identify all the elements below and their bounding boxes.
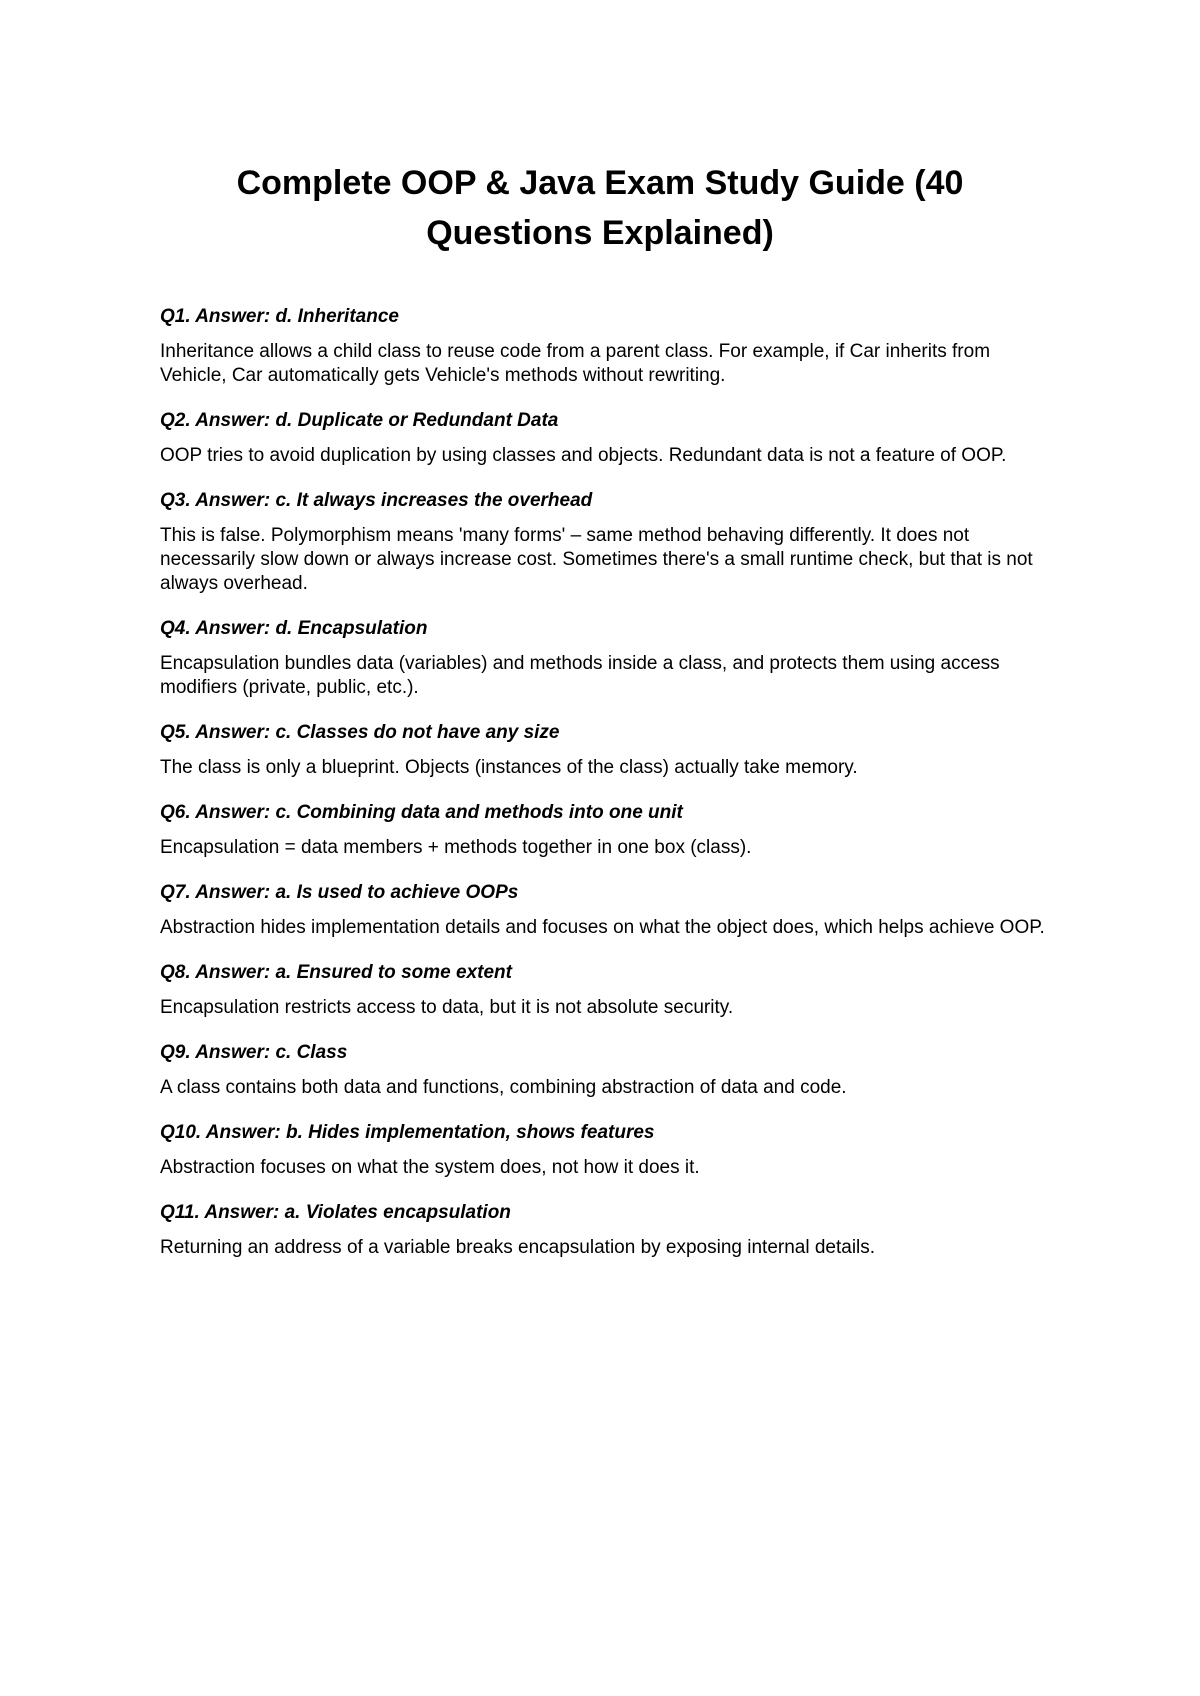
question-item bbox=[160, 881, 1060, 940]
question-explanation: OOP tries to avoid duplication by using classes and objects. Redundant data is not a feature of OOP. bbox=[160, 445, 1007, 466]
question-answer-label: Q7. Answer: a. Is used to achieve OOPs bbox=[160, 882, 519, 903]
question-explanation: Returning an address of a variable breaks encapsulation by exposing internal details. bbox=[160, 1237, 876, 1258]
question-answer-label: Q11. Answer: a. Violates encapsulation bbox=[160, 1202, 511, 1223]
question-explanation: Encapsulation = data members + methods together in one box (class). bbox=[160, 837, 752, 858]
question-item bbox=[160, 1121, 1060, 1180]
question-item bbox=[160, 1041, 1060, 1100]
question-answer-label: Q2. Answer: d. Duplicate or Redundant Data bbox=[160, 410, 559, 431]
question-item bbox=[160, 961, 1060, 1020]
question-explanation: A class contains both data and functions, combining abstraction of data and code. bbox=[160, 1077, 847, 1098]
question-list bbox=[160, 305, 1060, 1281]
page-title: Complete OOP & Java Exam Study Guide (40 Questions Explained) bbox=[236, 164, 964, 252]
question-item bbox=[160, 489, 1060, 596]
question-item bbox=[160, 721, 1060, 780]
question-answer-label: Q10. Answer: b. Hides implementation, shows features bbox=[160, 1122, 655, 1143]
question-answer-label: Q4. Answer: d. Encapsulation bbox=[160, 618, 428, 639]
question-explanation: Abstraction focuses on what the system does, not how it does it. bbox=[160, 1157, 700, 1178]
question-item bbox=[160, 801, 1060, 860]
question-explanation: Abstraction hides implementation details and focuses on what the object does, which helps achieve OOP. bbox=[160, 917, 1045, 938]
question-item bbox=[160, 617, 1060, 700]
question-answer-label: Q6. Answer: c. Combining data and methods into one unit bbox=[160, 802, 683, 823]
question-answer-label: Q9. Answer: c. Class bbox=[160, 1042, 348, 1063]
question-item bbox=[160, 409, 1060, 468]
question-answer-label: Q1. Answer: d. Inheritance bbox=[160, 306, 399, 327]
question-answer-label: Q8. Answer: a. Ensured to some extent bbox=[160, 962, 512, 983]
question-item bbox=[160, 1201, 1060, 1260]
question-item bbox=[160, 305, 1060, 388]
question-answer-label: Q3. Answer: c. It always increases the overhead bbox=[160, 490, 593, 511]
question-explanation: The class is only a blueprint. Objects (instances of the class) actually take memory. bbox=[160, 757, 858, 778]
question-explanation: Inheritance allows a child class to reuse code from a parent class. For example, if Car inherits from Vehicle, Car automatically gets Vehicle's methods without rewriting. bbox=[160, 341, 991, 386]
question-explanation: This is false. Polymorphism means 'many forms' – same method behaving differently. It does not necessarily slow down or always increase cost. Sometimes there's a small runtime check, but that is not always overhead. bbox=[160, 525, 1033, 594]
question-explanation: Encapsulation bundles data (variables) and methods inside a class, and protects them using access modifiers (private, public, etc.). bbox=[160, 653, 1000, 698]
question-explanation: Encapsulation restricts access to data, but it is not absolute security. bbox=[160, 997, 734, 1018]
question-answer-label: Q5. Answer: c. Classes do not have any size bbox=[160, 722, 560, 743]
